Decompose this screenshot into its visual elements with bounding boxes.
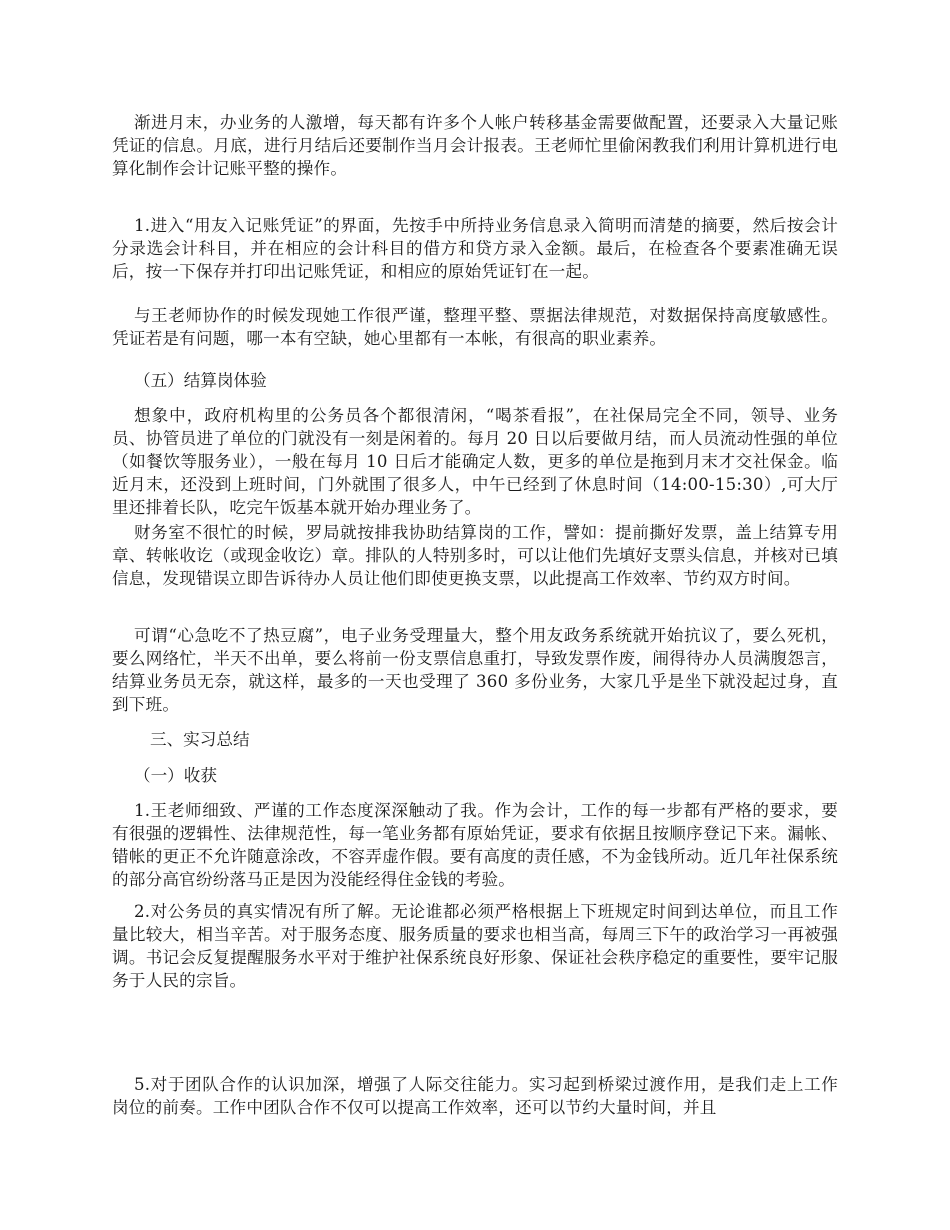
- section-heading-settlement: （五）结算岗体验: [134, 371, 267, 390]
- paragraph-gain-teamwork: 5.对于团队合作的认识加深，增强了人际交往能力。实习起到桥梁过渡作用，是我们走上工作岗位的前奏。工作中团队合作不仅可以提高工作效率，还可以节约大量时间，并且: [112, 1075, 838, 1117]
- section-heading-summary: 三、实习总结: [150, 730, 250, 749]
- paragraph-voucher-entry: 1.进入“用友入记账凭证”的界面，先按手中所持业务信息录入简明而清楚的摘要，然后按会计分录选会计科目，并在相应的会计科目的借方和贷方录入金额。最后，在检查各个要素准确无误后，按一下保存并打印出记账凭证，和相应的原始凭证钉在一起。: [112, 216, 838, 281]
- paragraph-month-end: 渐进月末，办业务的人激增，每天都有许多个人帐户转移基金需要做配置，还要录入大量记账凭证的信息。月底，进行月结后还要制作当月会计报表。王老师忙里偷闲教我们利用计算机进行电算化制作会计记账平整的操作。: [112, 113, 838, 178]
- paragraph-settlement-assist: 财务室不很忙的时候，罗局就按排我协助结算岗的工作，譬如：提前撕好发票，盖上结算专用章、转帐收讫（或现金收讫）章。排队的人特别多时，可以让他们先填好支票头信息，并核对已填信息，发现错误立即告诉待办人员让他们即使更换支票，以此提高工作效率、节约双方时间。: [112, 523, 838, 588]
- paragraph-gain-attitude: 1.王老师细致、严谨的工作态度深深触动了我。作为会计，工作的每一步都有严格的要求，要有很强的逻辑性、法律规范性，每一笔业务都有原始凭证，要求有依据且按顺序登记下来。漏帐、错帐的更正不允许随意涂改，不容弄虚作假。要有高度的责任感，不为金钱所动。近几年社保系统的部分高官纷纷落马正是因为没能经得住金钱的考验。: [112, 801, 838, 889]
- paragraph-gain-civil-service: 2.对公务员的真实情况有所了解。无论谁都必须严格根据上下班规定时间到达单位，而且工作量比较大，相当辛苦。对于服务态度、服务质量的要求也相当高，每周三下午的政治学习一再被强调。书记会反复提醒服务水平对于维护社保系统良好形象、保证社会秩序稳定的重要性，要牢记服务于人民的宗旨。: [112, 902, 838, 990]
- paragraph-teacher-rigor: 与王老师协作的时候发现她工作很严谨，整理平整、票据法律规范，对数据保持高度敏感性。凭证若是有问题，哪一本有空缺，她心里都有一本帐，有很高的职业素养。: [112, 306, 838, 348]
- section-heading-gains: （一）收获: [134, 766, 217, 785]
- paragraph-system-overload: 可谓“心急吃不了热豆腐”，电子业务受理量大，整个用友政务系统就开始抗议了，要么死机，要么网络忙，半天不出单，要么将前一份支票信息重打，导致发票作废，闹得待办人员满腹怨言，结算业务员无奈，就这样，最多的一天也受理了 360 多份业务，大家几乎是坐下就没起过身，直到下班。: [112, 626, 838, 714]
- paragraph-civil-servant-busy: 想象中，政府机构里的公务员各个都很清闲，“喝茶看报”，在社保局完全不同，领导、业务员、协管员进了单位的门就没有一刻是闲着的。每月 20 日以后要做月结，而人员流动性强的单位（如餐饮等服务业），一般在每月 10 日后才能确定人数，更多的单位是拖到月末才交社保金。临近月末，还没到上班时间，门外就围了很多人，中午已经到了休息时间（14:00-15:30）,可大厅里还排着长队，吃完午饭基本就开始办理业务了。: [112, 406, 838, 517]
